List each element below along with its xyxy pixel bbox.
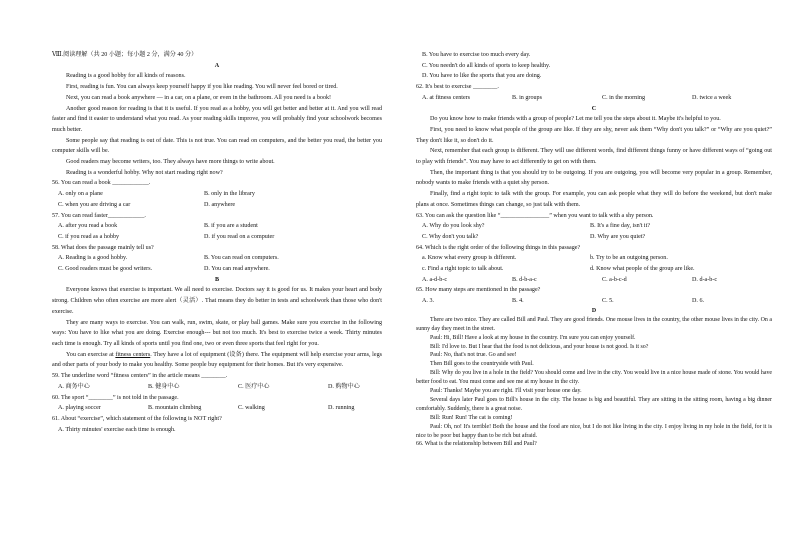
passage-d-paragraph: Paul: Hi, Bill! Have a look at my house in the country. I'm sure you can enjoy yourself. [430, 334, 636, 341]
option[interactable]: B. It's a fine day, isn't it? [590, 223, 651, 230]
passage-d [416, 307, 772, 450]
option[interactable]: A. Why do you look shy? [422, 223, 485, 230]
question-60-stem: 60. The sport “________” is not told in the passage. [52, 394, 179, 401]
option[interactable]: B. in groups [512, 94, 542, 101]
section-title: Ⅷ.阅读理解（共 20 小题；每小题 2 分，满分 40 分） [52, 52, 198, 58]
question-64-stem: 64. Which is the right order of the following things in this passage? [416, 244, 581, 251]
question-57-stem: 57. You can read faster____________. [52, 212, 146, 219]
question-59-stem: 59. The underline word “fitness centers” in the article means ________. [52, 373, 228, 380]
question-61-stem: 61. About “exercise”, which statement of the following is NOT right? [52, 415, 222, 422]
option[interactable]: D. You have to like the sports that you are doing. [422, 73, 542, 80]
passage-b-paragraph-3 [52, 350, 382, 371]
passage-a-paragraph: Reading is a good hobby for all kinds of reasons. [66, 73, 186, 80]
passage-d-paragraph: Bill: Run! Run! The cat is coming! [430, 414, 513, 421]
passage-a-paragraph: Reading is a wonderful hobby. Why not start reading right now? [66, 169, 223, 176]
option[interactable]: D. Why are you quiet? [590, 233, 646, 240]
question-65-options [416, 296, 772, 307]
statement: b. Try to be an outgoing person. [590, 255, 668, 262]
question-58-stem: 58. What does the passage mainly tell us? [52, 244, 154, 251]
question-62-stem: 62. It's best to exercise ________. [416, 84, 499, 91]
passage-c-paragraph: First, you need to know what people of the group are like. If they are shy, never ask them “Why don't you talk?” or “Why are you quiet?” They don't like it, so don't do it. [416, 126, 772, 144]
passage-d-paragraph: Bill: I'd love to. But I hear that the food is not delicious, and your house is not good. Is it so? [430, 343, 649, 350]
option[interactable]: C. You needn't do all kinds of sports to keep healthy. [422, 62, 551, 69]
passage-a-paragraph: Some people say that reading is out of date. This is not true. You can read on computers, and the better you read, the better you computer skills will be. [52, 137, 382, 155]
question-61-options-continued [416, 50, 772, 82]
option[interactable]: C. 医疗中心 [238, 383, 270, 390]
option[interactable]: B. d-b-a-c [512, 276, 537, 283]
passage-d-label: D [591, 307, 597, 314]
passage-d-paragraph: Several days later Paul goes to Bill's house in the city. The house is big and beautiful. They are sitting in the sitting room, having a big dinner comfortably. Suddenly, there is a great noise. [416, 396, 772, 412]
option[interactable]: C. walking [238, 405, 265, 412]
option[interactable]: B. if you are a student [204, 223, 258, 230]
option[interactable]: D. You can read anywhere. [204, 266, 270, 273]
question-62-options [416, 93, 772, 104]
passage-c-paragraph: Then, the important thing is that you should try to be outgoing. If you are outgoing, you will become very popular in a group. Remember, nobody wants to make friends with a quiet shy person. [416, 169, 772, 187]
option[interactable]: A. Reading is a good hobby. [58, 255, 128, 262]
question-63-stem: 63. You can ask the question like “________________” when you want to talk with a shy person. [416, 212, 654, 219]
passage-d-paragraph: There are two mice. They are called Bill and Paul. They are good friends. One mouse lives in the country, the other mouse lives in the city. On a sunny day they meet in the street. [416, 316, 772, 332]
question-61-options [52, 425, 382, 436]
passage-d-paragraph: Paul: No, that's not true. Go and see! [430, 352, 517, 359]
underlined-term: fitness centers [115, 351, 151, 358]
passage-d-paragraph: Paul: Thanks! Maybe you are right. I'll visit your house one day. [430, 388, 582, 395]
option[interactable]: C. in the morning [602, 94, 645, 101]
option[interactable]: A. at fitness centers [422, 94, 471, 101]
option[interactable]: B. 健身中心 [148, 383, 180, 390]
right-column [416, 50, 772, 449]
option[interactable]: A. only on a plane [58, 191, 103, 198]
option[interactable]: C. when you are driving a car [58, 201, 131, 208]
passage-a-paragraph: First, reading is fun. You can always keep yourself happy if you like reading. You will never feel bored or tired. [66, 84, 338, 91]
passage-b-label: B [214, 276, 220, 283]
option[interactable]: D. if you read on a computer [204, 233, 275, 240]
question-60-options [52, 403, 382, 414]
question-63-options [416, 221, 772, 242]
option[interactable]: A. 商务中心 [58, 383, 90, 390]
left-column [52, 50, 382, 435]
statement: d. Know what people of the group are like. [590, 266, 695, 273]
passage-a-paragraph: Good readers may become writers, too. They always have more things to write about. [66, 159, 275, 166]
passage-b-paragraph: Everyone knows that exercise is important. We all need to exercise. Doctors say it is good for us. It makes your heart and body strong. Children who often exercise are more alert（灵活）. That means they do better in tests and schoolwork than those who don't exercise. [52, 287, 382, 315]
option[interactable]: A. Thirty minutes' exercise each time is enough. [58, 426, 176, 433]
option[interactable]: C. if you read as a hobby [58, 233, 120, 240]
passage-a-paragraph: Next, you can read a book anywhere — in a car, on a plane, or even in the bathroom. All you need is a book! [66, 94, 332, 101]
passage-a-label: A [214, 62, 220, 69]
question-65-stem: 65. How many steps are mentioned in the passage? [416, 287, 541, 294]
statement: c. Find a right topic to talk about. [422, 266, 504, 273]
passage-c-paragraph: Next, remember that each group is different. They will use different words, find different things funny or have different ways of “going out to play with friends”. You may have to act differently to get on with them. [416, 148, 772, 166]
passage-c-paragraph: Do you know how to make friends with a group of people? Let me tell you the steps about it. Maybe it's helpful to you. [430, 116, 721, 123]
question-64-options [416, 275, 772, 286]
option[interactable]: B. You have to exercise too much every day. [422, 52, 531, 58]
option[interactable]: C. a-b-c-d [602, 276, 627, 283]
statement: a. Know what every group is different. [422, 255, 517, 262]
question-58-options [52, 253, 382, 274]
passage-a-paragraph: Another good reason for reading is that it is useful. If you read as a hobby, you will get better and better at it. And you will read faster and find it easier to understand what you read. As your reading skills improve, you will probably find your schoolwork becomes much better. [52, 105, 382, 133]
option[interactable]: B. mountain climbing [148, 405, 202, 412]
option[interactable]: D. 6. [692, 298, 705, 305]
passage-b-paragraph: They are many ways to exercise. You can walk, run, swim, skate, or play ball games. Make sure you exercise in the following ways: You have to like what you are doing. Exercise enough--- but not too much. It's best to exercise twice a week. Thirty minutes each time is enough. Try all kinds of sports until you find one, two or even three sports that feel right for you. [52, 319, 382, 347]
passage-d-paragraph: Paul: Oh, no! It's terrible! Both the house and the food are nice, but I do not like living in the city. I enjoy living in my hole in the field, for it is nice to be poor but happy than to be rich but afraid. [416, 423, 772, 439]
question-66-stem: 66. What is the relationship between Bill and Paul? [416, 441, 537, 448]
passage-c-label: C [591, 105, 597, 112]
question-64-statements [416, 253, 772, 274]
passage-c-paragraph: Finally, find a right topic to talk with the group. For example, you can ask people what they will do before the weekend, but don't make plans at once. Sometimes things can change, so just talk with them. [416, 191, 772, 208]
option[interactable]: D. twice a week [692, 94, 732, 101]
question-56-stem: 56. You can read a book ____________. [52, 180, 151, 187]
option[interactable]: B. only in the library [204, 191, 255, 198]
passage-d-paragraph: Then Bill goes to the countryside with Paul. [430, 361, 534, 368]
option[interactable]: D. 购物中心 [328, 383, 360, 390]
text-span: You can exercise at [66, 351, 116, 358]
question-56-options [52, 189, 382, 210]
option[interactable]: C. Good readers must be good writers. [58, 266, 153, 273]
passage-d-paragraph: Bill: Why do you live in a hole in the field? You should come and live in the city. You would live in a nice house made of stone. You would have better food to eat. You must come and see me at my house in the city. [416, 370, 772, 386]
text-span: . They have a lot of equipment (设备) there. The equipment will help exercise your arms, legs and other parts of your body to make you healthy. Some people buy equipment for their homes. But it's very expensive. [52, 351, 382, 369]
option[interactable]: A. a-d-b-c [422, 276, 448, 283]
question-57-options [52, 221, 382, 242]
option[interactable]: B. You can read on computers. [204, 255, 279, 262]
option[interactable]: A. 3. [422, 298, 435, 305]
option[interactable]: C. 5. [602, 298, 614, 305]
option[interactable]: C. Why don't you talk? [422, 233, 479, 240]
option[interactable]: D. running [328, 405, 355, 412]
option[interactable]: A. playing soccer [58, 405, 101, 412]
option[interactable]: B. 4. [512, 298, 524, 305]
option[interactable]: A. after you read a book [58, 223, 118, 230]
question-59-options [52, 382, 382, 393]
option[interactable]: D. d-a-b-c [692, 276, 718, 283]
option[interactable]: D. anywhere [204, 201, 236, 208]
